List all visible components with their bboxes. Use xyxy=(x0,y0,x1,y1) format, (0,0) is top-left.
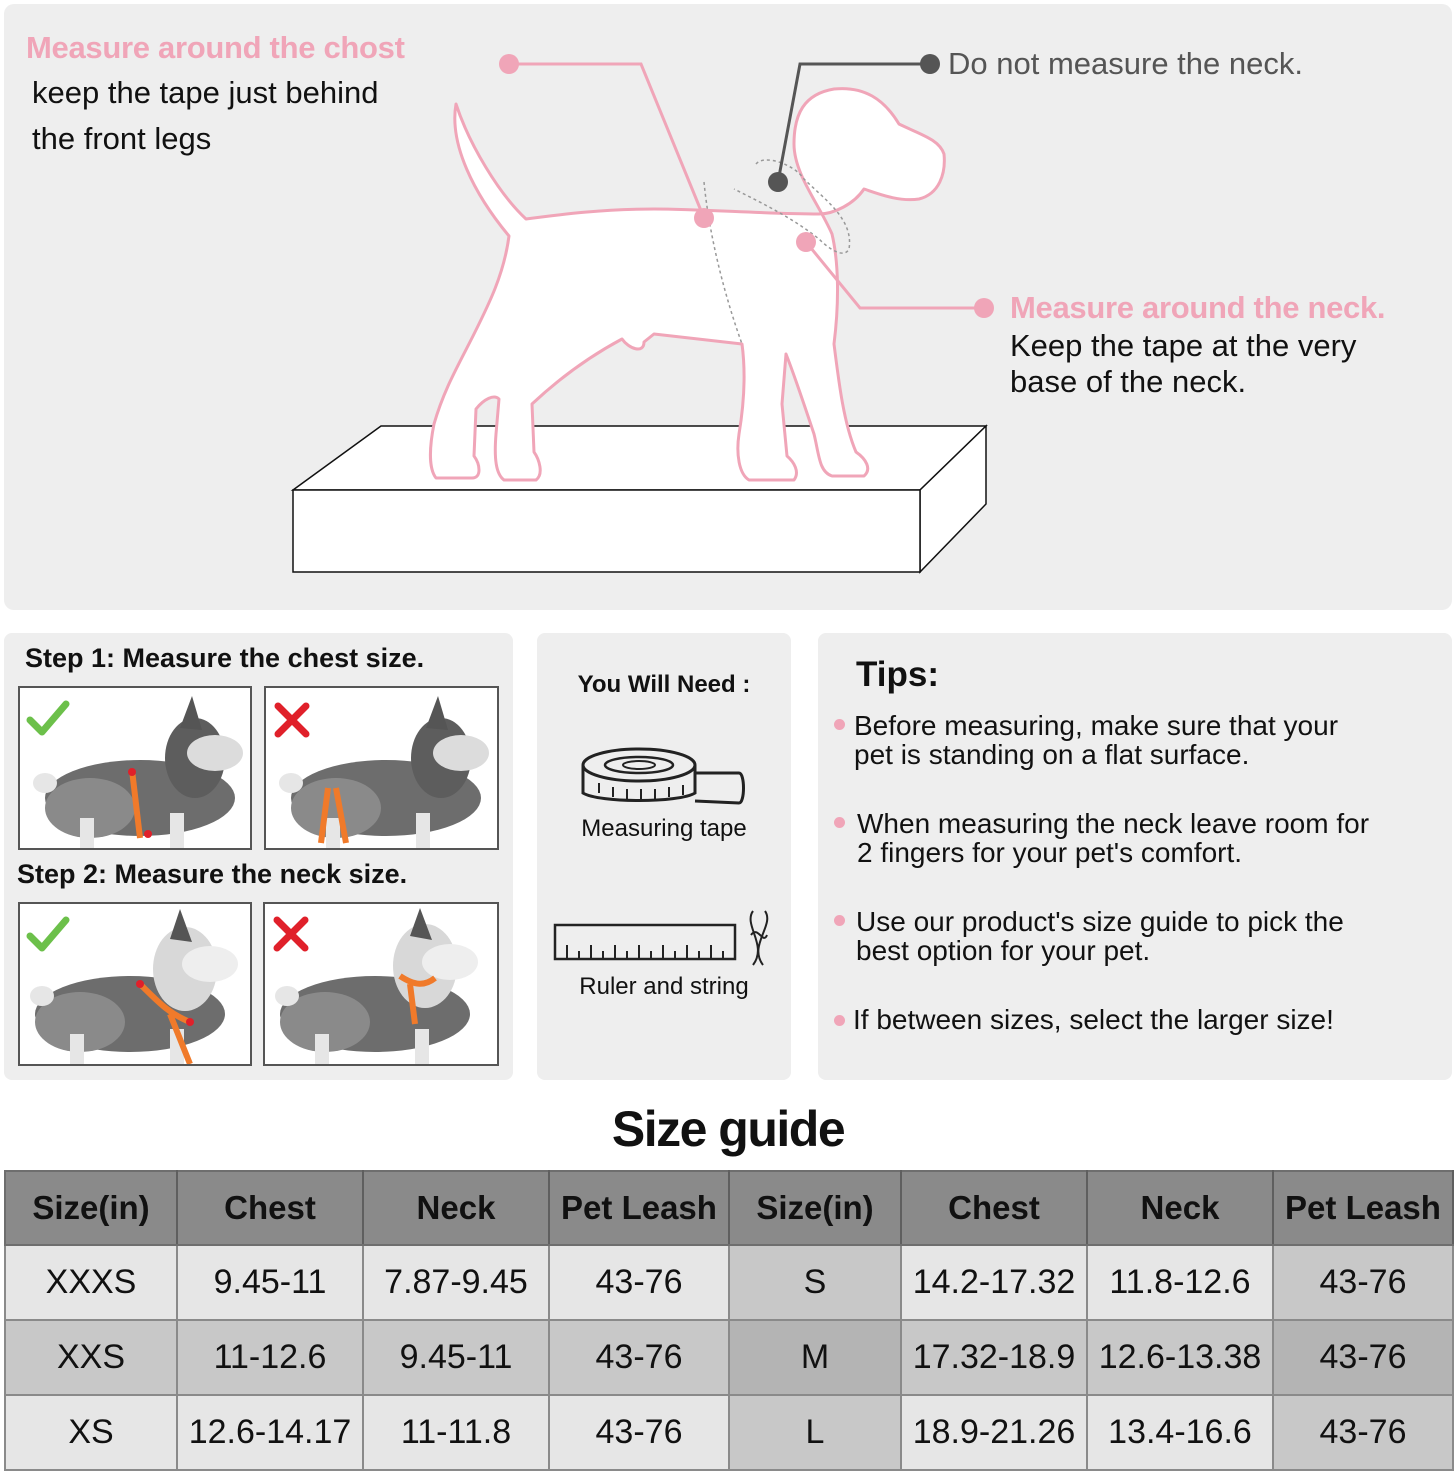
tip-item xyxy=(832,809,1442,867)
table-cell: 9.45-11 xyxy=(363,1320,549,1395)
you-will-need-panel xyxy=(537,633,791,1080)
step2-correct-photo xyxy=(18,902,252,1066)
table-cell: XXS xyxy=(5,1320,177,1395)
table-cell: XXXS xyxy=(5,1245,177,1320)
table-cell: 17.32-18.9 xyxy=(901,1320,1087,1395)
tip-item xyxy=(832,711,1442,769)
tip-line1: Use our product's size guide to pick the xyxy=(856,906,1344,937)
header-cell: Pet Leash xyxy=(1273,1171,1453,1245)
tip-item xyxy=(832,1005,1442,1034)
table-cell: 13.4-16.6 xyxy=(1087,1395,1273,1470)
header-cell: Pet Leash xyxy=(549,1171,729,1245)
grey-pointer-dot xyxy=(920,54,940,74)
step1-title: Step 1: Measure the chest size. xyxy=(25,643,425,673)
table-cell: 9.45-11 xyxy=(177,1245,363,1320)
bullet-icon xyxy=(834,817,845,828)
tip-line1: When measuring the neck leave room for xyxy=(857,808,1370,839)
tip-item xyxy=(832,907,1442,965)
step2-wrong-photo xyxy=(263,902,499,1066)
step2-title: Step 2: Measure the neck size. xyxy=(17,859,408,889)
size-guide-table xyxy=(4,1170,1454,1471)
tips-title: Tips: xyxy=(856,655,939,694)
check-icon xyxy=(26,698,70,738)
chest-desc-line1: keep the tape just behind xyxy=(32,75,379,110)
cross-icon xyxy=(274,702,310,738)
step1-wrong-photo xyxy=(264,686,499,850)
dog-photo xyxy=(279,696,489,848)
chest-desc-line2: the front legs xyxy=(32,121,212,156)
measurement-diagram xyxy=(4,4,1452,610)
table-cell: 43-76 xyxy=(549,1320,729,1395)
table-row xyxy=(5,1245,1453,1320)
header-cell: Neck xyxy=(363,1171,549,1245)
neck-wrong-dot xyxy=(768,172,788,192)
header-cell: Neck xyxy=(1087,1171,1273,1245)
tips-panel xyxy=(818,633,1452,1080)
table-cell: 18.9-21.26 xyxy=(901,1395,1087,1470)
table-row xyxy=(5,1320,1453,1395)
table-cell: 43-76 xyxy=(549,1245,729,1320)
chest-title: Measure around the chost xyxy=(26,30,405,65)
table-cell: 43-76 xyxy=(1273,1245,1453,1320)
steps-panel xyxy=(4,633,513,1080)
bullet-icon xyxy=(834,719,845,730)
neck-point-dot xyxy=(796,232,816,252)
chest-point-dot xyxy=(694,208,714,228)
tip-line2: best option for your pet. xyxy=(856,935,1151,966)
chest-pointer-dot xyxy=(499,54,519,74)
neck-desc-line1: Keep the tape at the very xyxy=(1010,328,1357,363)
neck-pointer-dot xyxy=(974,298,994,318)
table-cell: M xyxy=(729,1320,901,1395)
bullet-icon xyxy=(834,1015,845,1026)
table-row xyxy=(5,1395,1453,1470)
tip-line2: pet is standing on a flat surface. xyxy=(854,739,1250,770)
ruler-and-string-icon xyxy=(553,905,775,969)
table-cell: L xyxy=(729,1395,901,1470)
table-cell: 12.6-13.38 xyxy=(1087,1320,1273,1395)
ruler-and-string-label: Ruler and string xyxy=(579,973,749,1000)
neck-desc-line2: base of the neck. xyxy=(1010,364,1247,399)
table-cell: 7.87-9.45 xyxy=(363,1245,549,1320)
header-cell: Size(in) xyxy=(5,1171,177,1245)
tip-line1: If between sizes, select the larger size! xyxy=(853,1004,1334,1035)
table-cell: XS xyxy=(5,1395,177,1470)
no-neck-note: Do not measure the neck. xyxy=(948,46,1303,81)
table-header-row xyxy=(5,1171,1453,1245)
table-cell: 43-76 xyxy=(549,1395,729,1470)
table-cell: 14.2-17.32 xyxy=(901,1245,1087,1320)
header-cell: Chest xyxy=(901,1171,1087,1245)
table-cell: 12.6-14.17 xyxy=(177,1395,363,1470)
platform-box xyxy=(293,426,986,572)
check-icon xyxy=(26,914,70,954)
bullet-icon xyxy=(834,915,845,926)
size-guide-title: Size guide xyxy=(611,1101,845,1157)
neck-title: Measure around the neck. xyxy=(1010,290,1386,325)
table-cell: 43-76 xyxy=(1273,1395,1453,1470)
measuring-tape-label: Measuring tape xyxy=(581,815,747,842)
tip-line1: Before measuring, make sure that your xyxy=(854,710,1339,741)
table-cell: 11-12.6 xyxy=(177,1320,363,1395)
step1-correct-photo xyxy=(18,686,252,850)
dog-silhouette xyxy=(430,89,944,480)
need-title: You Will Need : xyxy=(577,671,751,698)
table-cell: 43-76 xyxy=(1273,1320,1453,1395)
header-cell: Size(in) xyxy=(729,1171,901,1245)
table-cell: S xyxy=(729,1245,901,1320)
tip-line2: 2 fingers for your pet's comfort. xyxy=(857,837,1243,868)
header-cell: Chest xyxy=(177,1171,363,1245)
measuring-tape-icon xyxy=(579,743,749,811)
table-cell: 11.8-12.6 xyxy=(1087,1245,1273,1320)
table-cell: 11-11.8 xyxy=(363,1395,549,1470)
cross-icon xyxy=(273,916,309,952)
